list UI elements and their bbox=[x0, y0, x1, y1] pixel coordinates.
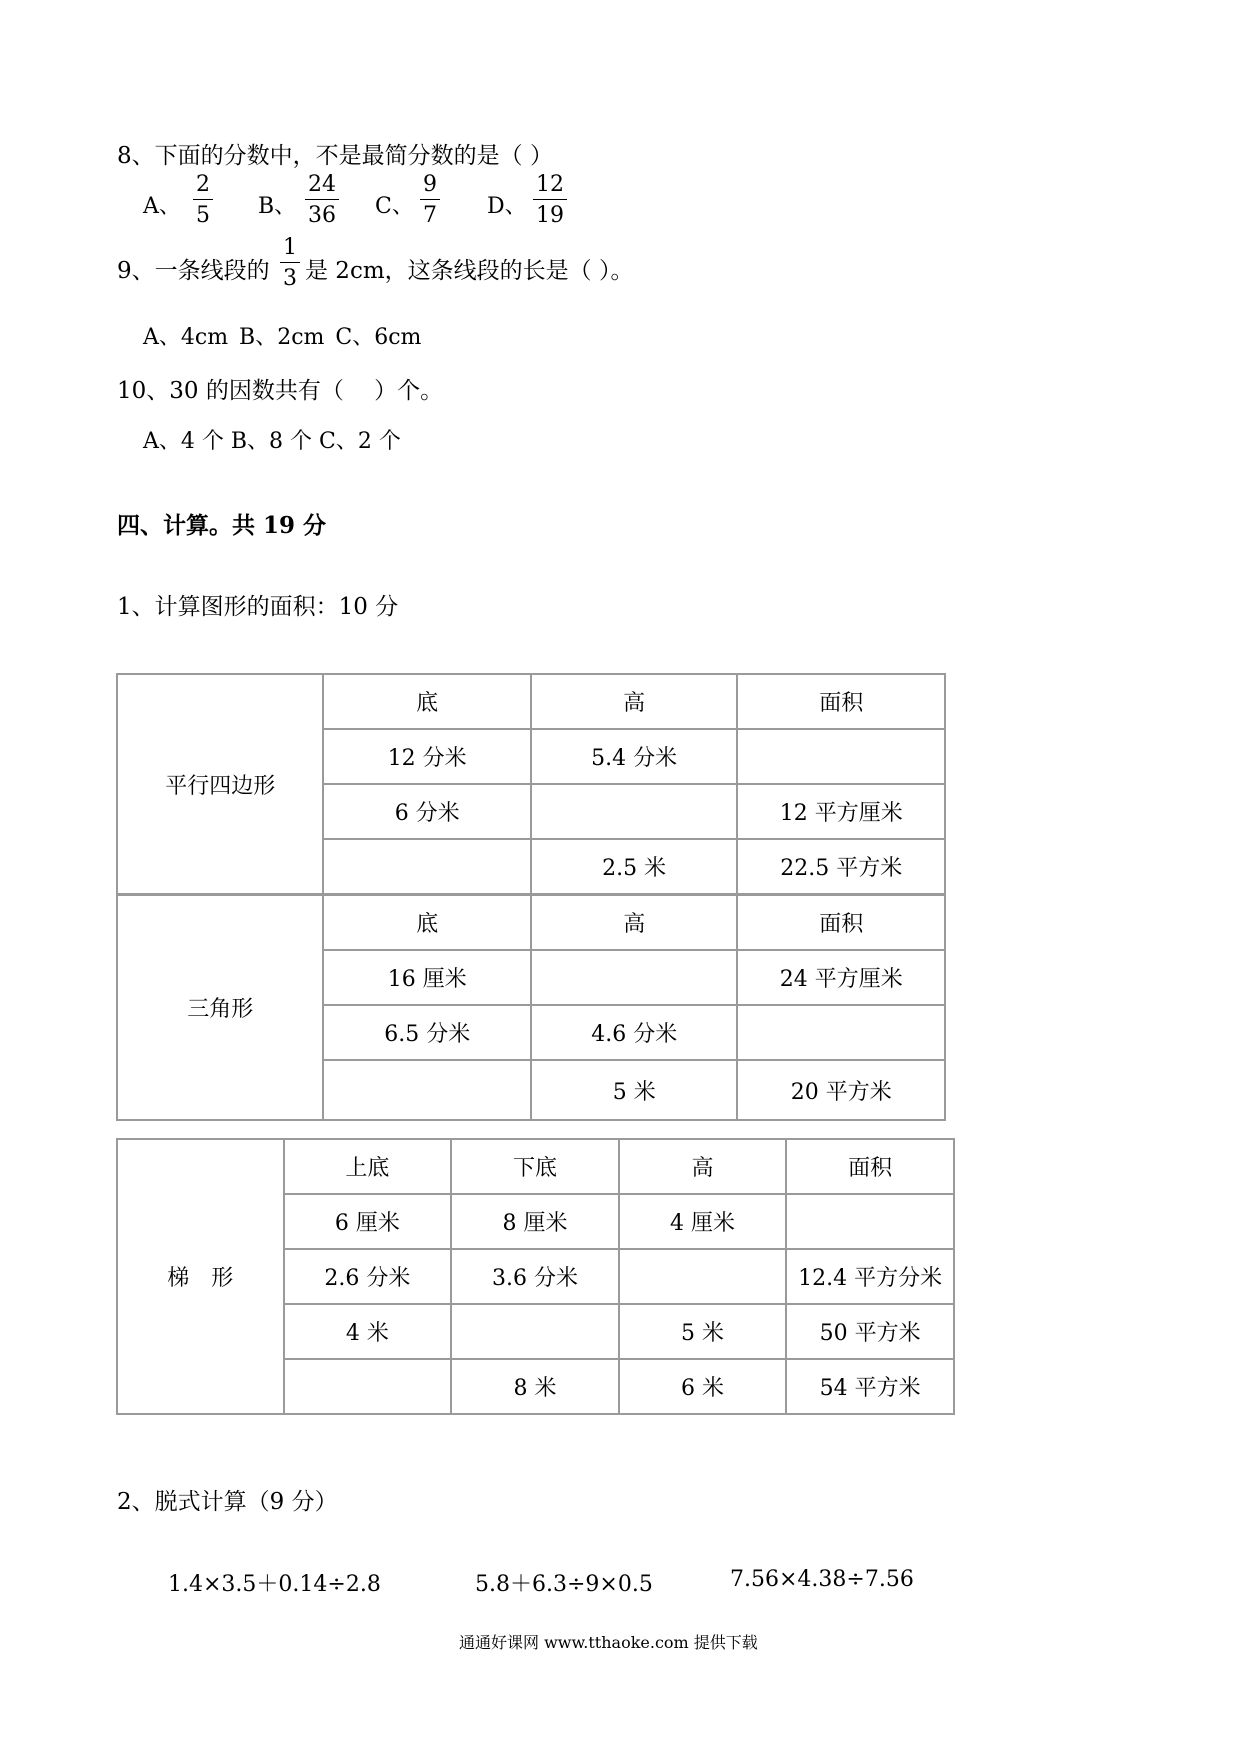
cell-area: 24 平方厘米 bbox=[737, 950, 945, 1005]
cell-area: 50 平方米 bbox=[786, 1304, 954, 1359]
header-height: 高 bbox=[619, 1139, 787, 1194]
header-base: 底 bbox=[323, 895, 531, 950]
cell-bottom-base bbox=[451, 1304, 619, 1359]
cell-top-base: 6 厘米 bbox=[284, 1194, 452, 1249]
expression-1: 1.4×3.5＋0.14÷2.8 bbox=[168, 1572, 381, 1597]
cell-top-base bbox=[284, 1359, 452, 1414]
option-c-fraction: $\frac{9}{7}$ bbox=[420, 174, 440, 227]
subsection-1-title: 1、计算图形的面积：10 分 bbox=[117, 594, 399, 620]
cell-top-base: 2.6 分米 bbox=[284, 1249, 452, 1304]
cell-height: 5 米 bbox=[531, 1060, 738, 1120]
header-area: 面积 bbox=[737, 895, 945, 950]
cell-height: 4.6 分米 bbox=[531, 1005, 738, 1060]
cell-area bbox=[737, 1005, 945, 1060]
cell-top-base: 4 米 bbox=[284, 1304, 452, 1359]
header-area: 面积 bbox=[786, 1139, 954, 1194]
trapezoid-table bbox=[116, 1138, 955, 1415]
cell-base bbox=[323, 839, 530, 894]
cell-area: 54 平方米 bbox=[786, 1359, 954, 1414]
section-title: 四、计算。共 19 分 bbox=[117, 512, 327, 539]
triangle-table bbox=[116, 894, 946, 1121]
parallelogram-name: 平行四边形 bbox=[117, 674, 323, 894]
cell-bottom-base: 8 米 bbox=[451, 1359, 619, 1414]
cell-area: 12.4 平方分米 bbox=[786, 1249, 954, 1304]
cell-base: 12 分米 bbox=[323, 729, 530, 784]
cell-height bbox=[531, 784, 738, 839]
option-b-label: B、 bbox=[258, 194, 297, 219]
cell-height: 6 米 bbox=[619, 1359, 787, 1414]
header-height: 高 bbox=[531, 674, 738, 729]
cell-height bbox=[619, 1249, 787, 1304]
cell-height: 4 厘米 bbox=[619, 1194, 787, 1249]
cell-bottom-base: 3.6 分米 bbox=[451, 1249, 619, 1304]
option-d-label: D、 bbox=[487, 194, 527, 219]
option-a-label: A、 bbox=[143, 194, 181, 219]
header-bottom-base: 下底 bbox=[451, 1139, 619, 1194]
triangle-name: 三角形 bbox=[117, 895, 323, 1120]
cell-height: 5 米 bbox=[619, 1304, 787, 1359]
question-10-stem: 10、30 的因数共有（ ）个。 bbox=[117, 378, 444, 404]
subsection-2-title: 2、脱式计算（9 分） bbox=[117, 1489, 338, 1515]
expression-2: 5.8＋6.3÷9×0.5 bbox=[475, 1572, 653, 1597]
cell-height: 5.4 分米 bbox=[531, 729, 738, 784]
expression-3: 7.56×4.38÷7.56 bbox=[730, 1567, 914, 1592]
question-9-prefix: 9、一条线段的 bbox=[117, 258, 270, 284]
cell-area bbox=[737, 729, 945, 784]
cell-base: 16 厘米 bbox=[323, 950, 531, 1005]
cell-base: 6 分米 bbox=[323, 784, 530, 839]
parallelogram-table bbox=[116, 673, 946, 895]
cell-area: 12 平方厘米 bbox=[737, 784, 945, 839]
question-10-options: A、4 个 B、8 个 C、2 个 bbox=[143, 429, 401, 454]
option-b-fraction: $\frac{24}{36}$ bbox=[305, 174, 339, 227]
header-base: 底 bbox=[323, 674, 530, 729]
cell-height: 2.5 米 bbox=[531, 839, 738, 894]
cell-area bbox=[786, 1194, 954, 1249]
option-d-fraction: $\frac{12}{19}$ bbox=[533, 174, 567, 227]
option-c-label: C、 bbox=[375, 194, 414, 219]
question-9-suffix: 是 2cm，这条线段的长是（ ）。 bbox=[305, 258, 634, 284]
footer-text: 通通好课网 www.tthaoke.com 提供下载 bbox=[459, 1633, 758, 1652]
question-8-stem: 8、下面的分数中，不是最简分数的是（ ） bbox=[117, 143, 553, 169]
cell-height bbox=[531, 950, 738, 1005]
trapezoid-name: 梯 形 bbox=[117, 1139, 284, 1414]
option-a-fraction: $\frac{2}{5}$ bbox=[193, 174, 213, 227]
question-9-fraction: $\frac{1}{3}$ bbox=[280, 237, 300, 290]
header-height: 高 bbox=[531, 895, 738, 950]
header-area: 面积 bbox=[737, 674, 945, 729]
cell-base: 6.5 分米 bbox=[323, 1005, 531, 1060]
cell-area: 22.5 平方米 bbox=[737, 839, 945, 894]
cell-base bbox=[323, 1060, 531, 1120]
cell-area: 20 平方米 bbox=[737, 1060, 945, 1120]
cell-bottom-base: 8 厘米 bbox=[451, 1194, 619, 1249]
question-9-options: A、4cm B、2cm C、6cm bbox=[143, 325, 422, 350]
header-top-base: 上底 bbox=[284, 1139, 452, 1194]
